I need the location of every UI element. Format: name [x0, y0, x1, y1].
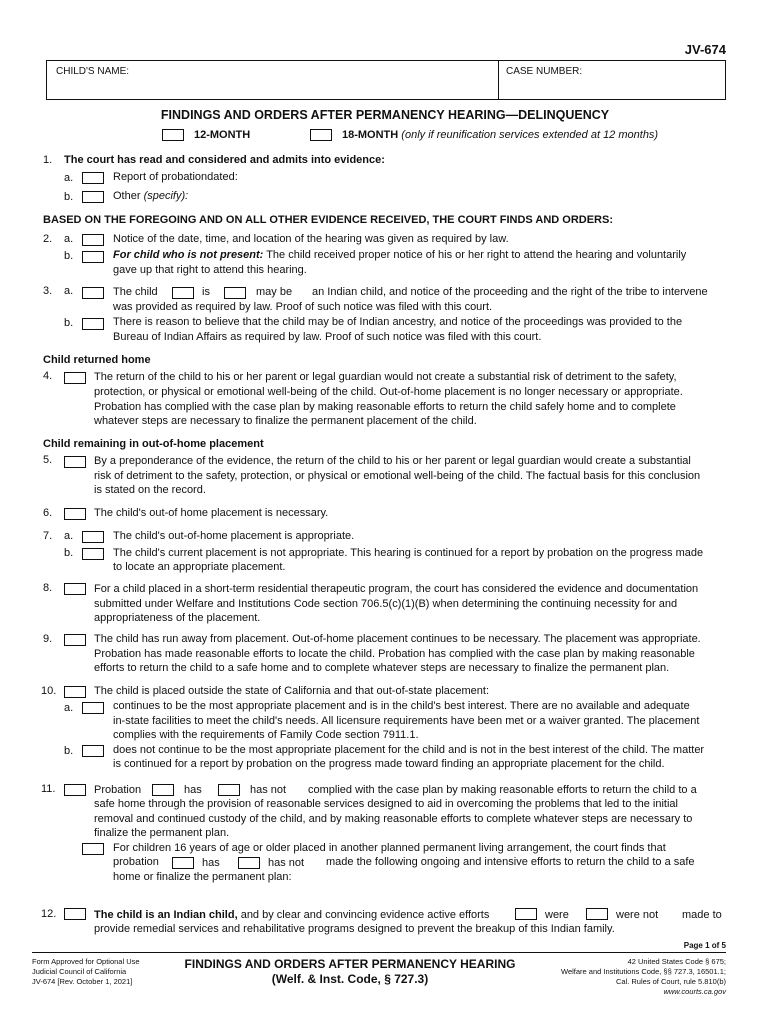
item-3b-letter: b. [64, 317, 74, 329]
eighteen-month-label [342, 129, 658, 141]
item-11-sub-has: has [202, 857, 220, 869]
item-4-line1: The return of the child to his or her parent or legal guardian would not create a substantial risk of detriment to the safety, [94, 371, 677, 383]
item-10-number: 10. [41, 685, 57, 697]
item-11-sub-probation: probation [113, 856, 159, 868]
item-2b-line2: gave up that right to attend this hearing. [113, 264, 307, 276]
item-11-line2: safe home through the provision of reasonable services designed to aid in overcoming the problems that led to the initial [94, 798, 678, 810]
item-9-number: 9. [43, 633, 53, 645]
item-1-number: 1. [43, 154, 53, 166]
item-12-text: and by clear and convincing evidence active efforts [237, 909, 490, 921]
item-2a-letter: a. [64, 233, 74, 245]
item-3b-line1: There is reason to believe that the child may be of Indian ancestry, and notice of the proceedings was provided to the [113, 316, 683, 328]
item-12-were-not: were not [616, 909, 659, 921]
item-3a-is-checkbox[interactable] [172, 287, 194, 299]
footer-left-line3: JV-674 [Rev. October 1, 2021] [32, 977, 133, 986]
item-2a-text: Notice of the date, time, and location of the hearing was given as required by law. [113, 233, 509, 245]
item-9-line2: Probation has made reasonable efforts to locate the child. Probation has complied with the case plan by making reasonable [94, 648, 695, 660]
item-3a-maybe: may be [256, 286, 293, 298]
item-4-checkbox[interactable] [64, 372, 86, 384]
item-7b-letter: b. [64, 547, 74, 559]
eighteen-month-checkbox[interactable] [310, 129, 332, 141]
item-7a-letter: a. [64, 530, 74, 542]
footer-left-line2: Judicial Council of California [32, 967, 127, 976]
item-2b-text: The child received proper notice of his or her right to attend the hearing and voluntarily [263, 249, 687, 261]
footer-right-line3: Cal. Rules of Court, rule 5.810(b) [615, 977, 726, 986]
item-11-line3: removal and continued custody of the child, and by making reasonable efforts to complete whatever steps are necessary to [94, 813, 693, 825]
twelve-month-label: 12-MONTH [194, 129, 251, 141]
report-of-probation: Report of probation [113, 171, 208, 183]
page-title: FINDINGS AND ORDERS AFTER PERMANENCY HEARING—DELINQUENCY [160, 108, 610, 122]
indian-child-label: The child is an Indian child, [94, 909, 238, 921]
form-id: JV-674 [684, 42, 726, 57]
item-11-sub-has-checkbox[interactable] [172, 857, 194, 869]
remaining-placement-heading: Child remaining in out-of-home placement [43, 438, 264, 450]
returned-home-heading: Child returned home [43, 354, 151, 366]
item-2b-checkbox[interactable] [82, 251, 104, 263]
item-5-line3: is stated on the record. [94, 484, 206, 496]
item-7-number: 7. [43, 530, 53, 542]
item-5-number: 5. [43, 454, 53, 466]
item-10a-line2: in-state facilities to meet the child's needs. All licensure requirements have been met or a waiver granted. The placement [113, 715, 700, 727]
item-11-probation: Probation [94, 784, 142, 796]
item-11-sub-has-not: has not [268, 857, 305, 869]
item-4-line4: whatever steps are necessary to finalize the permanent placement of the child. [94, 415, 477, 427]
courts-website-link[interactable]: www.courts.ca.gov [663, 987, 726, 996]
item-7b-checkbox[interactable] [82, 548, 104, 560]
item-11-sub-line2: made the following ongoing and intensive efforts to return the child to a safe [326, 856, 695, 868]
item-2a-checkbox[interactable] [82, 234, 104, 246]
item-2b-letter: b. [64, 250, 74, 262]
item-10-text: The child is placed outside the state of California and that out-of-state placement: [94, 685, 490, 697]
item-12-were-checkbox[interactable] [515, 908, 537, 920]
item-11-has-not-checkbox[interactable] [218, 784, 240, 796]
item-11-has-checkbox[interactable] [152, 784, 174, 796]
item-12-were: were [545, 909, 569, 921]
item-8-line2: submitted under Welfare and Institutions Code section 706.5(c)(1)(B) when determining the continuing necessity for and [94, 598, 678, 610]
item-5-line2: risk of detriment to the safety, protection, or physical or emotional well-being of the child. The factual basis for this conclusion [94, 470, 701, 482]
item-6-checkbox[interactable] [64, 508, 86, 520]
header-right-border [725, 60, 726, 100]
item-12-were-not-checkbox[interactable] [586, 908, 608, 920]
item-7b-line2: to locate an appropriate placement. [113, 561, 286, 573]
item-1a-checkbox[interactable] [82, 172, 104, 184]
footer-right-line2: Welfare and Institutions Code, §§ 727.3, 16501.1; [561, 967, 726, 976]
case-number-label: CASE NUMBER: [506, 66, 583, 77]
page-number: Page 1 of 5 [683, 941, 726, 950]
item-2-number: 2. [43, 233, 53, 245]
item-10b-letter: b. [64, 745, 74, 757]
other-specify: (specify): [143, 190, 189, 202]
item-4-line3: Probation has complied with the case plan by making reasonable efforts to return the child safely home and to complete [94, 401, 676, 413]
footer-title: FINDINGS AND ORDERS AFTER PERMANENCY HEARING [184, 957, 516, 971]
item-3a-checkbox[interactable] [82, 287, 104, 299]
footer-rule [32, 952, 726, 953]
item-10a-line1: continues to be the most appropriate placement and is in the child's best interest. There are no available and adequate [113, 700, 690, 712]
item-11-has-not: has not [250, 784, 287, 796]
item-3a-child: The child [113, 286, 158, 298]
item-7a-checkbox[interactable] [82, 531, 104, 543]
eighteen-month-text: 18-MONTH [342, 129, 399, 141]
item-12-checkbox[interactable] [64, 908, 86, 920]
item-9-line1: The child has run away from placement. Out-of-home placement continues to be necessary. The placement was appropriate. [94, 633, 701, 645]
item-7a-text: The child's out-of-home placement is appropriate. [113, 530, 355, 542]
item-1b-text [113, 190, 188, 202]
item-8-line3: appropriateness of the placement. [94, 612, 261, 624]
other-label: Other [113, 190, 141, 202]
footer-right-line1: 42 United States Code § 675; [627, 957, 726, 966]
item-3b-line2: Bureau of Indian Affairs as required by law. Proof of such notice was filed with this court. [113, 331, 542, 343]
twelve-month-checkbox[interactable] [162, 129, 184, 141]
item-12-line2: provide remedial services and rehabilitative programs designed to prevent the breakup of this Indian family. [94, 923, 615, 935]
item-11-has: has [184, 784, 202, 796]
footer-left-line1: Form Approved for Optional Use [32, 957, 140, 966]
item-1b-checkbox[interactable] [82, 191, 104, 203]
child-not-present-label: For child who is not present: [113, 249, 264, 261]
item-11-line4: finalize the permanent plan. [94, 827, 230, 839]
childs-name-label: CHILD'S NAME: [56, 66, 130, 77]
item-3a-maybe-checkbox[interactable] [224, 287, 246, 299]
item-11-checkbox[interactable] [64, 784, 86, 796]
item-11-number: 11. [41, 783, 56, 795]
item-12-line1 [94, 909, 489, 921]
item-10a-letter: a. [64, 702, 74, 714]
item-6-text: The child's out-of home placement is necessary. [94, 507, 329, 519]
item-3b-checkbox[interactable] [82, 318, 104, 330]
item-8-line1: For a child placed in a short-term residential therapeutic program, the court has considered the evidence and documentation [94, 583, 699, 595]
item-1a-text [113, 171, 238, 183]
footer-left [32, 957, 140, 987]
item-2b-line1 [113, 249, 686, 261]
item-11-line1: complied with the case plan by making reasonable efforts to return the child to a [308, 784, 697, 796]
item-8-number: 8. [43, 582, 53, 594]
item-10b-line2: is continued for a report by probation on the progress made toward finding an appropriate placement for the child. [113, 758, 665, 770]
header-bottom-border [46, 99, 726, 100]
item-1-text: The court has read and considered and admits into evidence: [64, 154, 385, 166]
header-top-border [46, 60, 726, 61]
item-11-sub-has-not-checkbox[interactable] [238, 857, 260, 869]
footer-center [170, 957, 530, 987]
item-12-number: 12. [41, 908, 57, 920]
header-left-border [46, 60, 47, 100]
item-11-sub-line3: home or finalize the permanent plan: [113, 871, 292, 883]
item-1a-letter: a. [64, 172, 74, 184]
item-3-number: 3. [43, 285, 53, 297]
item-10a-line3: complies with the requirements of Family Code section 7911.1. [113, 729, 419, 741]
footer-right [561, 957, 726, 997]
eighteen-month-note: (only if reunification services extended at 12 months) [401, 129, 659, 141]
item-10b-line1: does not continue to be the most appropriate placement for the child and is not in the best interest of the child. The matter [113, 744, 705, 756]
item-9-checkbox[interactable] [64, 634, 86, 646]
item-10a-checkbox[interactable] [82, 702, 104, 714]
item-6-number: 6. [43, 507, 53, 519]
item-8-checkbox[interactable] [64, 583, 86, 595]
findings-heading: BASED ON THE FOREGOING AND ON ALL OTHER EVIDENCE RECEIVED, THE COURT FINDS AND ORDERS: [43, 214, 613, 226]
item-3a-line1: an Indian child, and notice of the proceeding and the right of the tribe to intervene [312, 286, 708, 298]
item-11-sub-line1: For children 16 years of age or older placed in another planned permanent living arrangement, the court finds that [113, 842, 666, 854]
item-5-line1: By a preponderance of the evidence, the return of the child to his or her parent or legal guardian would create a substantial [94, 455, 691, 467]
item-4-line2: protection, or physical or emotional well-being of the child. Out-of-home placement is no longer necessary or appropriate. [94, 386, 683, 398]
item-1b-letter: b. [64, 191, 74, 203]
header-divider [498, 60, 499, 100]
report-dated: dated: [207, 171, 238, 183]
item-10-checkbox[interactable] [64, 686, 86, 698]
item-5-checkbox[interactable] [64, 456, 86, 468]
item-10b-checkbox[interactable] [82, 745, 104, 757]
item-7b-line1: The child's current placement is not appropriate. This hearing is continued for a report by probation on the progress made [113, 547, 704, 559]
item-12-made-to: made to [682, 909, 722, 921]
item-3a-is: is [202, 286, 210, 298]
item-9-line3: efforts to return the child to a safe home and to complete whatever steps are necessary to finalize the permanent plan. [94, 662, 670, 674]
item-11-sub-checkbox[interactable] [82, 843, 104, 855]
item-3a-letter: a. [64, 285, 74, 297]
item-4-number: 4. [43, 370, 53, 382]
item-3a-line2: was provided as required by law. Proof of such notice was filed with this court. [113, 301, 493, 313]
footer-citation: (Welf. & Inst. Code, § 727.3) [271, 972, 429, 986]
